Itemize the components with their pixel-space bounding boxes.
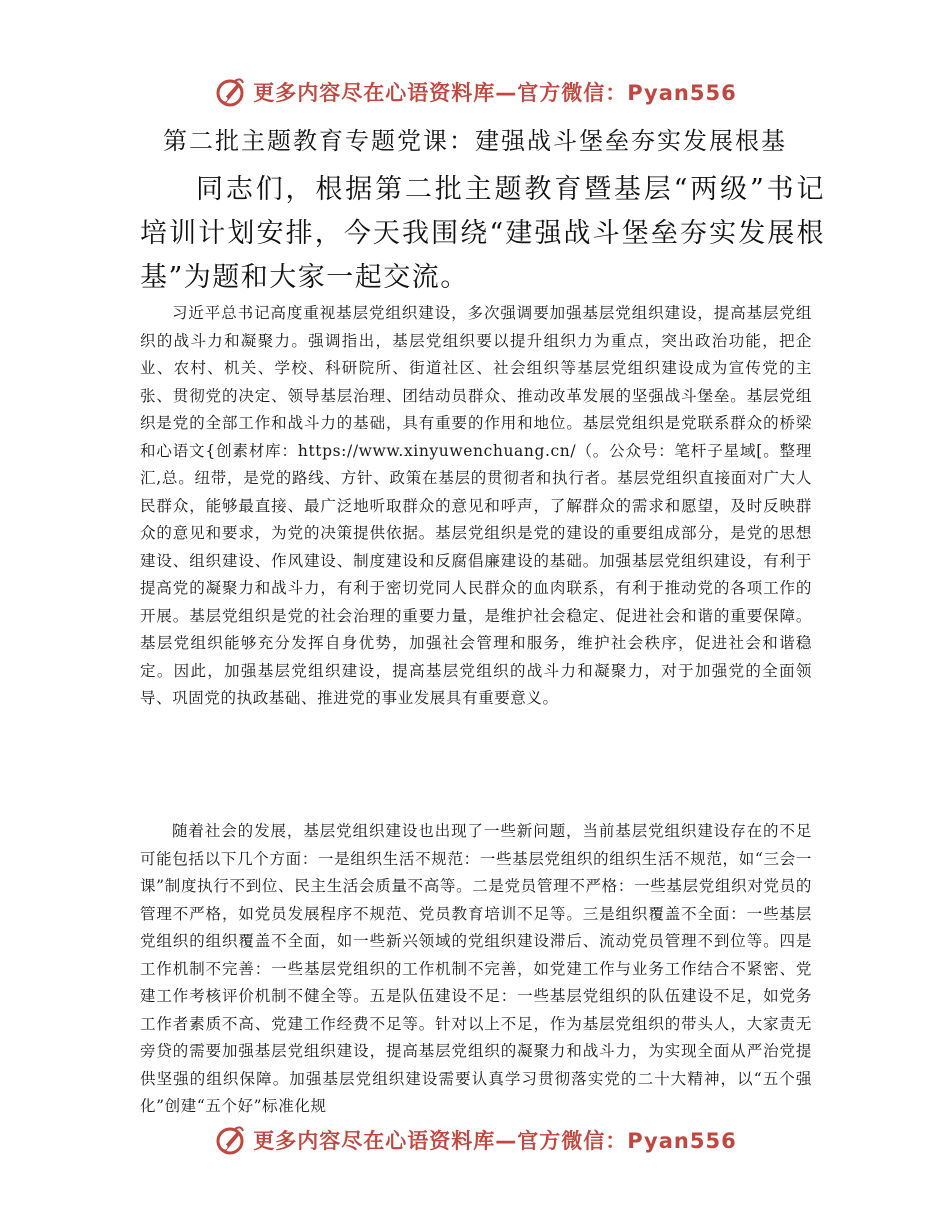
brush-logo-icon	[213, 1123, 247, 1157]
brush-logo-icon	[213, 75, 247, 109]
footer-watermark-banner	[0, 1118, 950, 1162]
body-paragraph: 随着社会的发展，基层党组织建设也出现了一些新问题，当前基层党组织建设存在的不足可能包括以下几个方面：一是组织生活不规范：一些基层党组织的组织生活不规范，如“三会一课”制度执行不到位、民主生活会质量不高等。二是党员管理不严格：一些基层党组织对党员的管理不严格，如党员发展程序不规范、党员教育培训不足等。三是组织覆盖不全面：一些基层党组织的组织覆盖不全面，如一些新兴领域的党组织建设滞后、流动党员管理不到位等。四是工作机制不完善：一些基层党组织的工作机制不完善，如党建工作与业务工作结合不紧密、党建工作考核评价机制不健全等。五是队伍建设不足：一些基层党组织的队伍建设不足，如党务工作者素质不高、党建工作经费不足等。针对以上不足，作为基层党组织的带头人，大家责无旁贷的需要加强基层党组织建设，提高基层党组织的凝聚力和战斗力，为实现全面从严治党提供坚强的组织保障。加强基层党组织建设需要认真学习贯彻落实党的二十大精神，以“五个强化”创建“五个好”标准化规	[140, 822, 812, 1115]
document-title: 第二批主题教育专题党课：建强战斗堡垒夯实发展根基	[163, 127, 787, 155]
header-watermark-banner	[0, 70, 950, 114]
watermark-text: 更多内容尽在心语资料库—官方微信：Pyan556	[253, 81, 737, 105]
watermark-text: 更多内容尽在心语资料库—官方微信：Pyan556	[253, 1129, 737, 1153]
body-paragraph: 习近平总书记高度重视基层党组织建设，多次强调要加强基层党组织建设，提高基层党组织的战斗力和凝聚力。强调指出，基层党组织要以提升组织力为重点，突出政治功能，把企业、农村、机关、学校、科研院所、街道社区、社会组织等基层党组织建设成为宣传党的主张、贯彻党的决定、领导基层治理、团结动员群众、推动改革发展的坚强战斗堡垒。基层党组织是党的全部工作和战斗力的基础，具有重要的作用和地位。基层党组织是党联系群众的桥梁和心语文{创素材库：https://www.xinyuwenchuang.cn/（。公众号：笔杆子星域[。整理汇,总。纽带，是党的路线、方针、政策在基层的贯彻者和执行者。基层党组织直接面对广大人民群众，能够最直接、最广泛地听取群众的意见和呼声，了解群众的需求和愿望，及时反映群众的意见和要求，为党的决策提供依据。基层党组织是党的建设的重要组成部分，是党的思想建设、组织建设、作风建设、制度建设和反腐倡廉建设的基础。加强基层党组织建设，有利于提高党的凝聚力和战斗力，有利于密切党同人民群众的血肉联系，有利于推动党的各项工作的开展。基层党组织是党的社会治理的重要力量，是维护社会稳定、促进社会和谐的重要保障。基层党组织能够充分发挥自身优势，加强社会管理和服务，维护社会秩序，促进社会和谐稳定。因此，加强基层党组织建设，提高基层党组织的战斗力和凝聚力，对于加强党的全面领导、巩固党的执政基础、推进党的事业发展具有重要意义。	[140, 304, 812, 707]
intro-paragraph: 同志们，根据第二批主题教育暨基层“两级”书记培训计划安排，今天我围绕“建强战斗堡垒夯实发展根基”为题和大家一起交流。	[140, 174, 825, 293]
